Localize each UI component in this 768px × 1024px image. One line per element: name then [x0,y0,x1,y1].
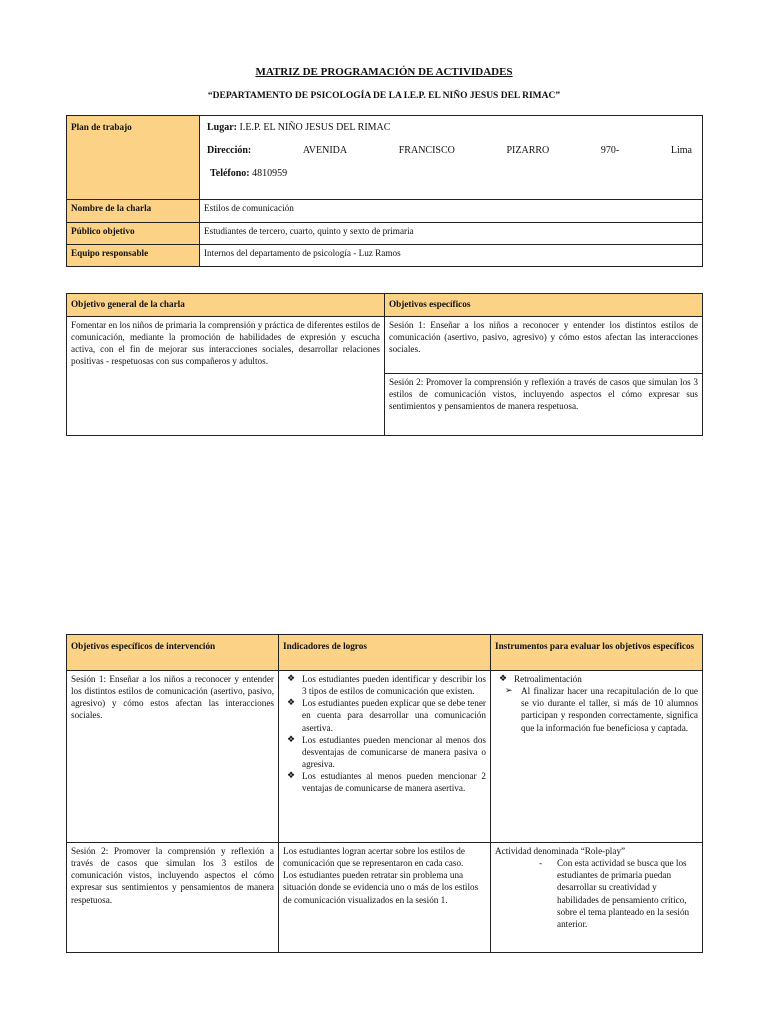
telefono-line [207,167,692,180]
document-title: MATRIZ DE PROGRAMACIÓN DE ACTIVIDADES [255,66,513,78]
evaluation-instruments-header: Instrumentos para evaluar los objetivos específicos [491,635,703,671]
row-value: Internos del departamento de psicología - Luz Ramos [200,245,703,267]
indicator-item: ❖ Los estudiantes al menos pueden mencionar 2 ventajas de comunicarse de manera asertiva. [283,770,486,794]
row-label: Público objetivo [67,223,200,245]
telefono-label: Teléfono: [210,168,250,180]
instrument-detail: ➢ Al finalizar hacer una recapitulación de lo que se vio durante el taller, si más de 10 alumnos participan y responden correctamente, significa que la información fue beneficiosa y captada. [495,685,698,734]
document-subtitle: “DEPARTAMENTO DE PSICOLOGÍA DE LA I.E.P. EL NIÑO JESUS DEL RIMAC” [207,91,561,101]
instrument-title: Actividad denominada “Role-play” [495,846,626,856]
instrument-title: Retroalimentación [514,674,582,684]
intervention-objective-session-2: Sesión 2: Promover la comprensión y reflexión a través de casos que simulan los 3 estilos de comunicación vistos, incluyendo aspectos el cómo expresar sus sentimientos y pensamientos de manera respetuosa. [67,843,279,953]
indicators-session-2 [279,843,491,953]
instrument-sublist [491,857,698,930]
instrument-list [495,673,698,734]
objectives-table [66,293,703,436]
intervention-objectives-header: Objetivos específicos de intervención [67,635,279,671]
plan-label: Plan de trabajo [67,116,200,200]
info-table [66,115,703,267]
direccion-line [207,144,692,157]
indicator-item: ❖ Los estudiantes pueden explicar que se debe tener en cuenta para desarrollar una comunicación asertiva. [283,697,486,733]
lugar-line [207,121,692,134]
indicators-session-1 [279,671,491,843]
instruments-session-1 [491,671,703,843]
instrument-item [495,673,698,734]
row-value: Estudiantes de tercero, cuarto, quinto y sexto de primaria [200,223,703,245]
direccion-word: 970- [600,145,620,157]
specific-objectives-header: Objetivos específicos [385,294,703,317]
row-label: Equipo responsable [67,245,200,267]
indicator-item: ❖ Los estudiantes pueden identificar y describir los 3 tipos de estilos de comunicación que existen. [283,673,486,697]
telefono-value: 4810959 [252,168,288,180]
indicators-list [283,673,486,794]
direccion-word: PIZARRO [506,145,550,157]
lugar-label: Lugar: [207,122,237,133]
plan-details [200,116,703,200]
direccion-word: FRANCISCO [398,145,455,157]
general-objective-header: Objetivo general de la charla [67,294,385,317]
indicator-item: ❖ Los estudiantes pueden mencionar al menos dos desventajas de comunicarse de manera pasiva o agresiva. [283,734,486,770]
lugar-value: I.E.P. EL NIÑO JESUS DEL RIMAC [239,122,391,133]
instruments-session-2 [491,843,703,953]
direccion-word: AVENIDA [302,145,348,157]
achievement-indicators-header: Indicadores de logros [279,635,491,671]
general-objective-text: Fomentar en los niños de primaria la comprensión y práctica de diferentes estilos de comunicación, mediante la promoción de habilidades de expresión y escucha activa, con el fin de mejorar sus interacciones sociales, desarrollar relaciones positivas - respetuosas con sus compañeros y adultos. [67,317,385,436]
intervention-table [66,634,703,953]
specific-objective-session-2: Sesión 2: Promover la comprensión y reflexión a través de casos que simulan los 3 estilos de comunicación vistos, incluyendo aspectos el cómo expresar sus sentimientos y pensamientos de manera respetuosa. [385,374,703,436]
row-value: Estilos de comunicación [200,200,703,223]
specific-objective-session-1: Sesión 1: Enseñar a los niños a reconocer y entender los distintos estilos de comunicación (asertivo, pasivo, agresivo) y cómo estos afectan las interacciones sociales. [385,317,703,374]
instrument-detail: - Con esta actividad se busca que los estudiantes de primaria puedan desarrollar su creatividad y habilidades de pensamiento crítico, sobre el tema planteado en la sesión anterior. [491,857,698,930]
indicator-paragraph: Los estudiantes pueden retratar sin problema una situación donde se evidencia uno o más de los estilos de comunicación visualizados en la sesión 1. [283,870,479,905]
direccion-label: Dirección: [207,145,252,157]
row-label: Nombre de la charla [67,200,200,223]
instrument-sublist [495,685,698,734]
direccion-word: Lima [670,145,692,157]
intervention-objective-session-1: Sesión 1: Enseñar a los niños a reconocer y entender los distintos estilos de comunicación (asertivo, pasivo, agresivo) y cómo estos afectan las interacciones sociales. [67,671,279,843]
indicator-paragraph: Los estudiantes logran acertar sobre los estilos de comunicación que se representaron en cada caso. [283,846,465,869]
